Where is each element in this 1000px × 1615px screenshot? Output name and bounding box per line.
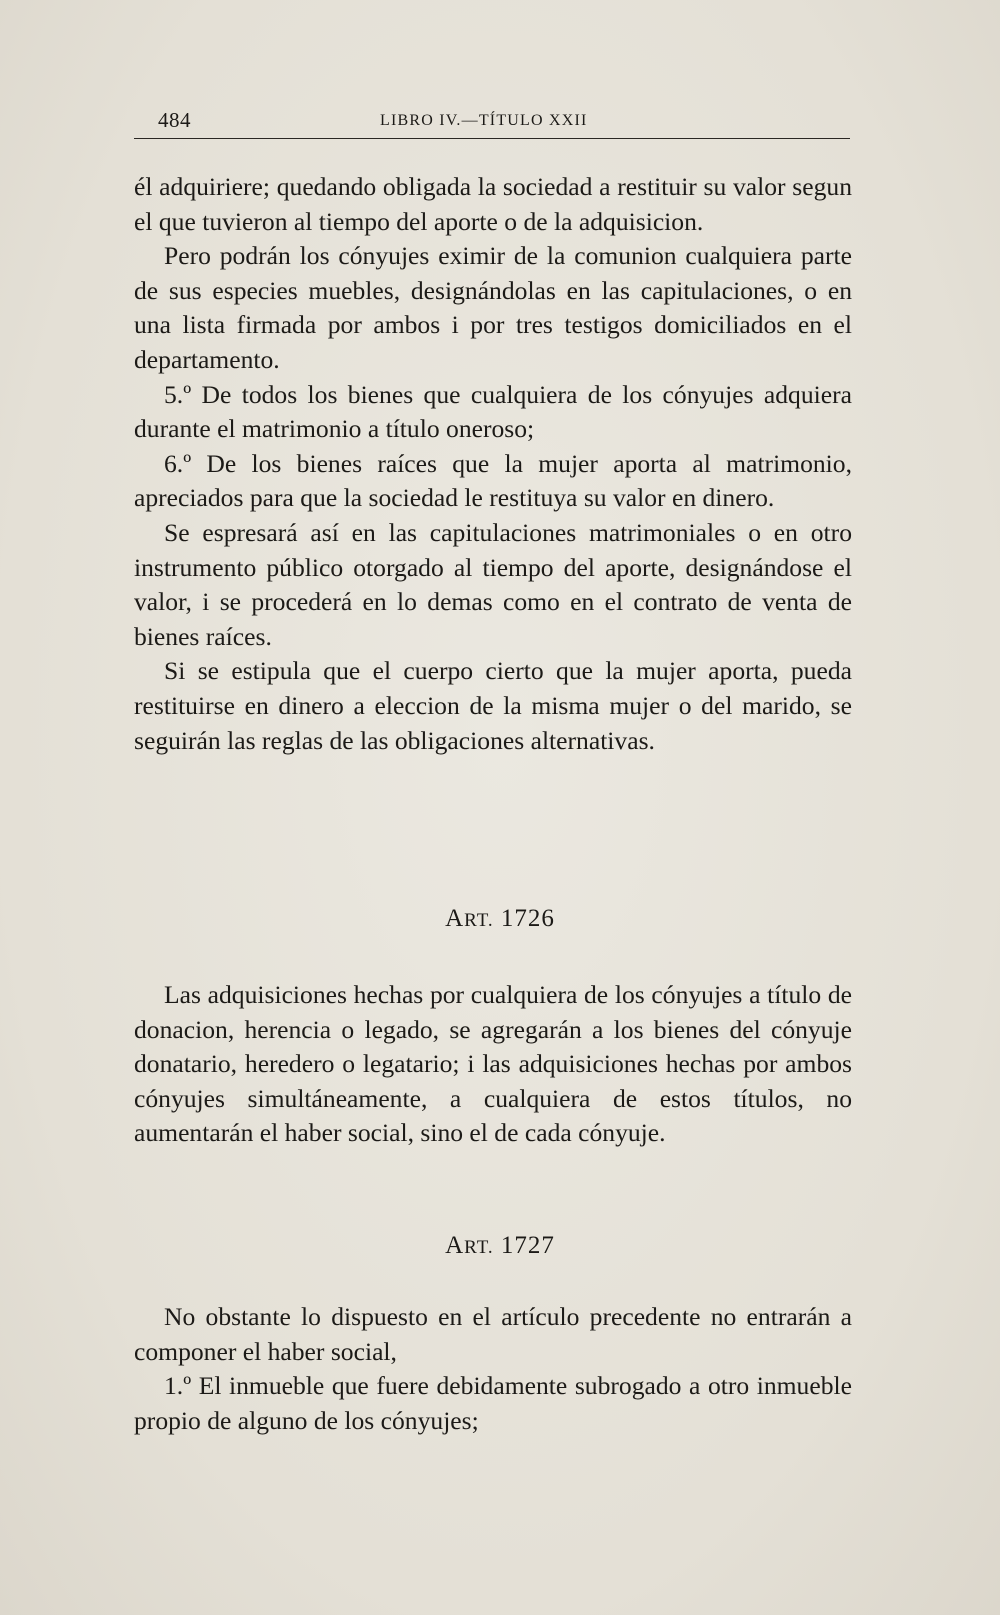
- running-head: LIBRO IV.—TÍTULO XXII: [380, 112, 588, 129]
- paragraph: Las adquisiciones hechas por cualquiera de los cónyujes a título de donacion, herencia o legado, se agregarán a los bienes del cónyuje donatario, heredero o legatario; i las adquisiciones hechas por ambos cónyujes simultáneamente, a cualquiera de estos títulos, no aumentarán el haber social, sino el de cada cónyuje.: [134, 980, 852, 1148]
- paragraph: 5.º De todos los bienes que cualquiera de los cónyujes adquiera durante el matrimonio a título oneroso;: [134, 379, 852, 444]
- page-number: 484: [158, 108, 191, 132]
- article-label-initial: A: [445, 905, 465, 932]
- article-label-rest: RT.: [464, 910, 494, 931]
- article-label-initial: A: [445, 1232, 465, 1259]
- article-number: 1727: [500, 1232, 555, 1259]
- paragraph: él adquiriere; quedando obligada la sociedad a restituir su valor segun el que tuvieron al tiempo del aporte o de la adquisicion.: [134, 172, 852, 236]
- page-header: [134, 104, 850, 139]
- paragraph: Pero podrán los cónyujes eximir de la comunion cualquiera parte de sus especies muebles, designándolas en las capitulaciones, o en una lista firmada por ambos i por tres testigos domiciliados en el departamento.: [134, 241, 852, 374]
- article-heading-1727: [0, 1232, 1000, 1260]
- paragraph: 1.º El inmueble que fuere debidamente subrogado a otro inmueble propio de alguno de los cónyujes;: [134, 1371, 852, 1435]
- paragraph: No obstante lo dispuesto en el artículo precedente no entrarán a componer el haber social,: [134, 1302, 852, 1366]
- article-number: 1726: [500, 905, 555, 932]
- paragraph: Si se estipula que el cuerpo cierto que la mujer aporta, pueda restituirse en dinero a eleccion de la misma mujer o del marido, se seguirán las reglas de las obligaciones alternativas.: [134, 656, 852, 755]
- text-block-article-1726: [134, 978, 852, 1151]
- article-label-rest: RT.: [464, 1237, 494, 1258]
- article-heading-1726: [0, 905, 1000, 933]
- text-block-article-1727: [134, 1300, 852, 1438]
- paragraph: 6.º De los bienes raíces que la mujer aporta al matrimonio, apreciados para que la sociedad le restituya su valor en dinero.: [134, 448, 852, 513]
- paragraph: Se espresará así en las capitulaciones matrimoniales o en otro instrumento público otorgado al tiempo del aporte, designándose el valor, i se procederá en lo demas como en el contrato de venta de bienes raíces.: [134, 517, 852, 651]
- text-block-continuation: [134, 170, 852, 758]
